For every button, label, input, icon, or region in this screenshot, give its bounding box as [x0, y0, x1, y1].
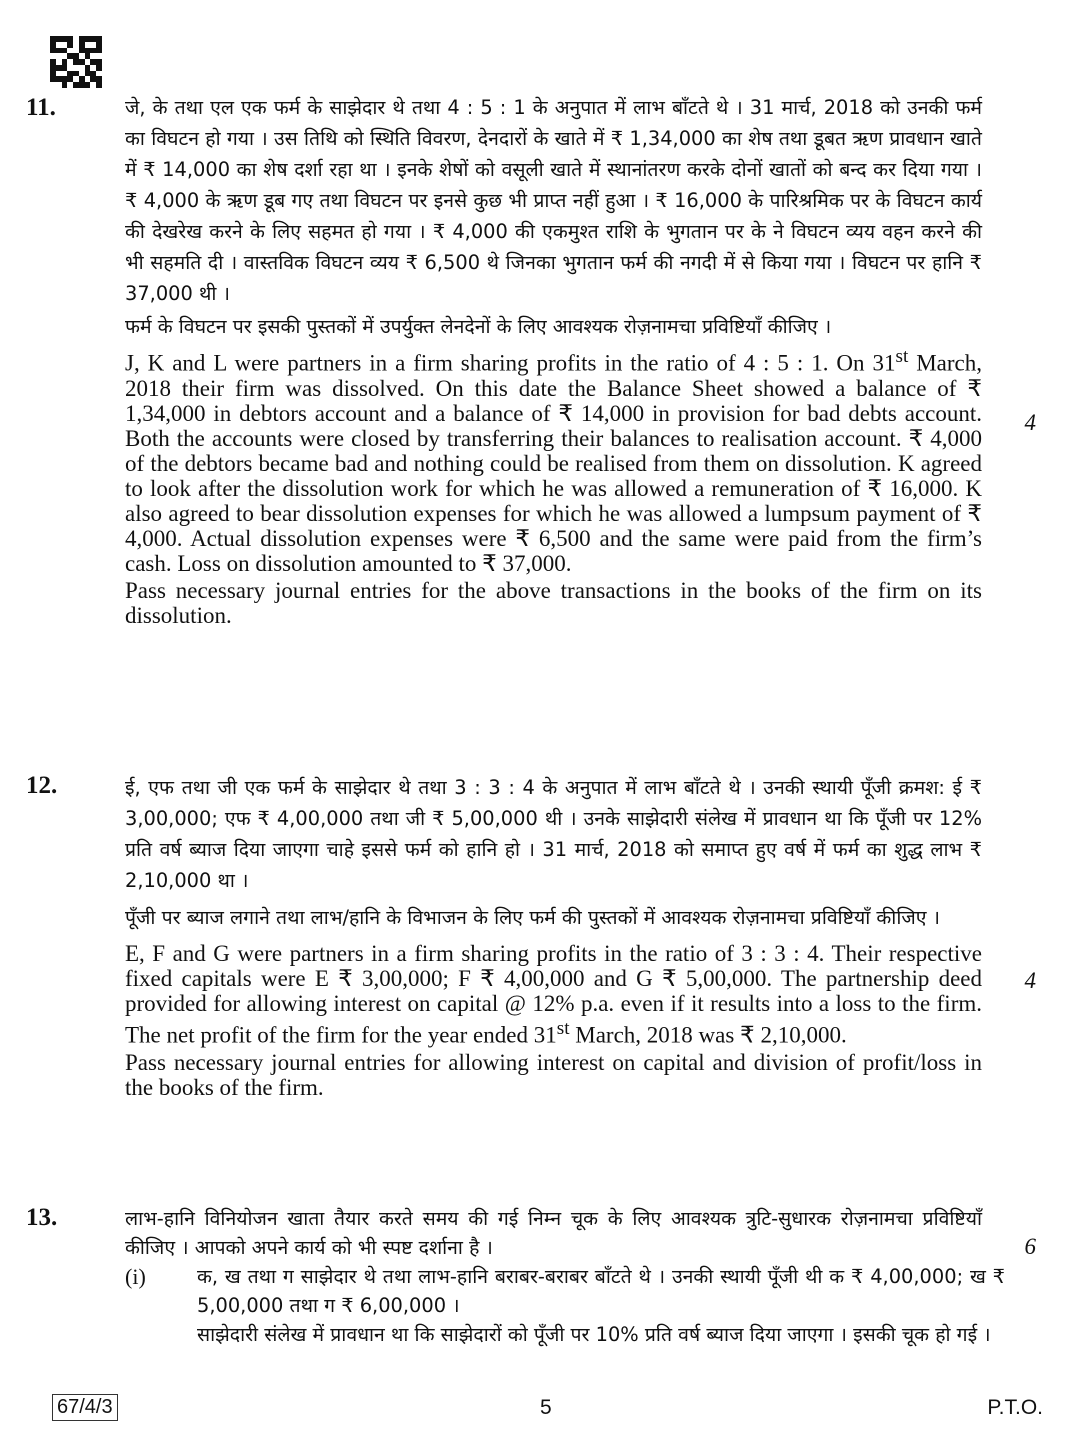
question-12 — [22, 772, 1062, 1100]
question-13 — [22, 1204, 1062, 1349]
marks: 4 — [1024, 410, 1036, 435]
sub-question-text: क, ख तथा ग साझेदार थे तथा लाभ-हानि बराबर-बराबर बाँटते थे । उनकी स्थायी पूँजी थी क ₹ 4,00,000; ख ₹ 5,00,000 तथा ग ₹ 6,00,000 । — [197, 1265, 1005, 1317]
question-text-english — [125, 344, 982, 576]
page-number: 5 — [540, 1396, 552, 1419]
question-text-english — [125, 941, 982, 1048]
sub-question-i — [125, 1262, 1005, 1349]
question-instruction-hindi: पूँजी पर ब्याज लगाने तथा लाभ/हानि के विभाजन के लिए फर्म की पुस्तकों में आवश्यक रोज़नामचा प्रविष्टियाँ कीजिए । — [125, 906, 940, 929]
question-number: 12. — [26, 772, 58, 799]
superscript: st — [556, 1018, 570, 1039]
page-footer — [0, 1394, 1091, 1434]
question-number: 11. — [26, 94, 56, 121]
question-instruction-hindi: फर्म के विघटन पर इसकी पुस्तकों में उपर्युक्त लेनदेनों के लिए आवश्यक रोज़नामचा प्रविष्टियाँ कीजिए । — [125, 315, 832, 338]
paper-code: 67/4/3 — [52, 1394, 118, 1421]
question-text-hindi: ई, एफ तथा जी एक फर्म के साझेदार थे तथा 3 : 3 : 4 के अनुपात में लाभ बाँटते थे । उनकी स्थायी पूँजी क्रमश: ई ₹ 3,00,000; एफ ₹ 4,00,000 तथा जी ₹ 5,00,000 थी । उनके साझेदारी संलेख में प्रावधान था कि पूँजी पर 12% प्रति वर्ष ब्याज दिया जाएगा चाहे इससे फर्म को हानि हो । 31 मार्च, 2018 को समाप्त हुए वर्ष में फर्म का शुद्ध लाभ ₹ 2,10,000 था । — [125, 776, 982, 892]
sub-question-label: (i) — [125, 1264, 146, 1289]
question-text-hindi: जे, के तथा एल एक फर्म के साझेदार थे तथा 4 : 5 : 1 के अनुपात में लाभ बाँटते थे । 31 मार्च, 2018 को उनकी फर्म का विघटन हो गया । उस तिथि को स्थिति विवरण, देनदारों के खाते में ₹ 1,34,000 का शेष तथा डूबत ऋण प्रावधान खाते में ₹ 14,000 का शेष दर्शा रहा था । इनके शेषों को वसूली खाते में स्थानांतरण करके दोनों खातों को बन्द कर दिया गया । ₹ 4,000 के ऋण डूब गए तथा विघटन पर इनसे कुछ भी प्राप्त नहीं हुआ । ₹ 16,000 के पारिश्रमिक पर के विघटन कार्य की देखरेख करने के लिए सहमत हो गया । ₹ 4,000 की एकमुश्त राशि के भुगतान पर के ने विघटन व्यय वहन करने की भी सहमति दी । वास्तविक विघटन व्यय ₹ 6,500 थे जिनका भुगतान फर्म की नगदी में से किया गया । विघटन पर हानि ₹ 37,000 थी । — [125, 96, 982, 305]
question-11 — [22, 92, 1062, 628]
text-part: March, 2018 their firm was dissolved. On this date the Balance Sheet showed a balance of ₹ 1,34,000 in debtors account and a balance of ₹ 14,000 in provision for bad debts account. Both the accounts were closed by transferring their balances to realisation account. ₹ 4,000 of the debtors became bad and nothing could be realised from them on dissolution. K agreed to look after the dissolution work for which he was allowed a remuneration of ₹ 16,000. K also agreed to bear dissolution expenses for which he was allowed a lumpsum payment of ₹ 4,000. Actual dissolution expenses were ₹ 6,500 and the same were paid from the firm’s cash. Loss on dissolution amounted to ₹ 37,000. — [125, 350, 982, 576]
qr-code — [50, 36, 102, 88]
please-turn-over: P.T.O. — [987, 1396, 1043, 1419]
text-part: E, F and G were partners in a firm sharing profits in the ratio of 3 : 3 : 4. Their respective fixed capitals were E ₹ 3,00,000; F ₹ 4,00,000 and G ₹ 5,00,000. The partnership deed provided for allowing interest on capital @ 12% p.a. even if it results into a loss to the firm. The net profit of the firm for the year ended 31 — [125, 941, 982, 1048]
text-part: J, K and L were partners in a firm sharing profits in the ratio of 4 : 5 : 1. On 31 — [125, 350, 896, 376]
text-part: March, 2018 was ₹ 2,10,000. — [569, 1022, 847, 1048]
question-instruction-english: Pass necessary journal entries for allowing interest on capital and division of profit/loss in the books of the firm. — [125, 1049, 982, 1100]
question-number: 13. — [26, 1204, 58, 1231]
superscript: st — [895, 346, 909, 367]
question-instruction-english: Pass necessary journal entries for the above transactions in the books of the firm on its dissolution. — [125, 577, 982, 628]
question-text-hindi: लाभ-हानि विनियोजन खाता तैयार करते समय की गई निम्न चूक के लिए आवश्यक त्रुटि-सुधारक रोज़नामचा प्रविष्टियाँ कीजिए । आपको अपने कार्य को भी स्पष्ट दर्शाना है । — [125, 1207, 982, 1259]
marks: 4 — [1024, 968, 1036, 993]
marks: 6 — [1024, 1234, 1036, 1259]
sub-question-text: साझेदारी संलेख में प्रावधान था कि साझेदारों को पूँजी पर 10% प्रति वर्ष ब्याज दिया जाएगा । इसकी चूक हो गई । — [197, 1323, 991, 1346]
